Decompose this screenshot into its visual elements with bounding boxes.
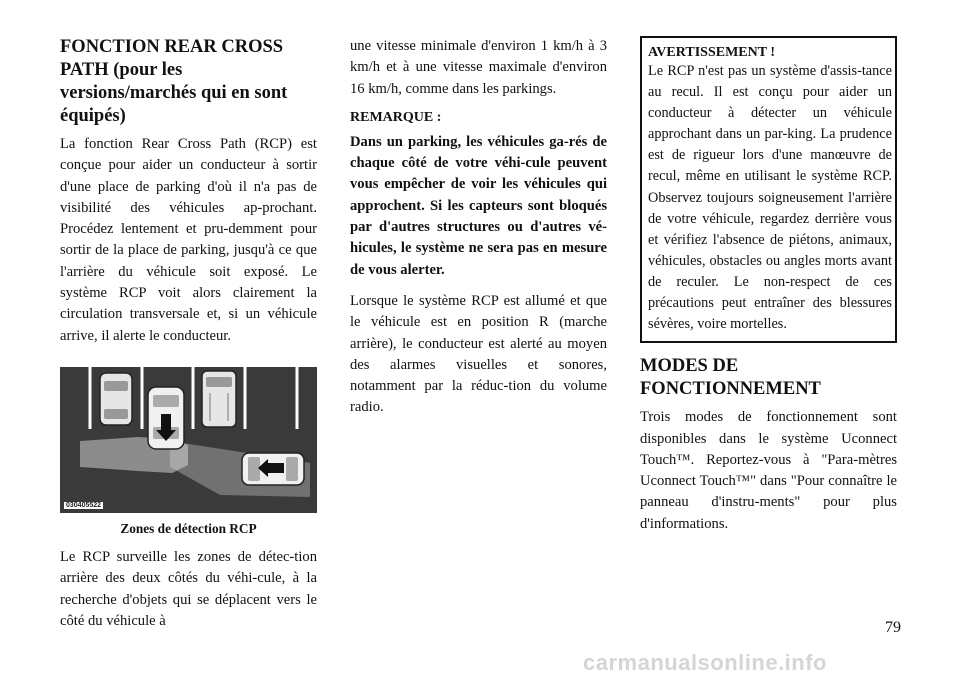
rcp-intro-paragraph: La fonction Rear Cross Path (RCP) est conçue pour aider un conducteur à sortir d'une place de parking d'où il n'a pas de visibilité des véhicules ap-prochant. Procédez lentement et pru-demment pour sortir de la place de parking, jusqu'à ce que l'arrière du véhicule soit exposé. Le système RCP voit alors clairement la circulation transversale et, si un véhicule arrive, il alerte le conducteur. [60,136,317,344]
approaching-car [242,453,304,485]
alert-paragraph: Lorsque le système RCP est allumé et que le véhicule est en position R (marche arrière), le conducteur est alerté au moyen des alarmes visuelles et sonores, notamment par la réduc-tion du volume radio. [350,292,607,416]
column-right [640,36,897,535]
reversing-car [148,387,184,449]
rcp-monitor-paragraph: Le RCP surveille les zones de détec-tion arrière des deux côtés du véhi-cule, à la recherche d'objets qui se déplacent vers le côté du véhicule à [60,548,317,629]
figure-caption: Zones de détection RCP [120,520,257,536]
rcp-detection-figure [60,367,317,513]
figure-code: 030405522 [66,501,102,509]
column-middle [350,36,607,419]
column-left [60,36,317,632]
watermark: carmanualsonline.info [583,650,827,675]
parked-car-right [202,371,236,427]
page-number: 79 [885,619,901,636]
parking-diagram [60,367,317,513]
modes-paragraph: Trois modes de fonctionnement sont disponibles dans le système Uconnect Touch™. Reportez-vous à "Para-mètres Uconnect Touch™" dans "Pour connaître le panneau d'instru-ments" pour plus d'informations. [640,409,897,532]
parked-car-left [100,373,132,425]
note-label: REMARQUE : [350,109,442,125]
warning-box [640,36,897,343]
speed-paragraph: une vitesse minimale d'environ 1 km/h à 3 km/h et à une vitesse maximale d'environ 16 km/h, comme dans les parkings. [350,38,607,97]
rcp-heading: FONCTION REAR CROSS PATH (pour les versions/marchés qui en sont équipés) [60,37,288,126]
modes-heading: MODES DE FONCTIONNEMENT [640,356,821,400]
note-body: Dans un parking, les véhicules ga-rés de chaque côté de votre véhi-cule peuvent vous empêcher de voir les véhicules qui approchent. Si les capteurs sont bloqués par d'autres structures ou d'autres vé-hicules, le système ne sera pas en mesure de vous alerter. [350,133,607,278]
warning-title: AVERTISSEMENT ! [648,45,775,60]
warning-body: Le RCP n'est pas un système d'assis-tance au recul. Il est conçu pour aider un conducteur à détecter un véhicule approchant dans un par-king. La prudence est de rigueur lors d'une manœuvre de recul, même en utilisant le système RCP. Observez toujours soigneusement l'arrière de votre véhicule, regardez derrière vous et vérifiez l'absence de piétons, animaux, véhicules, obstacles ou angles morts avant de reculer. Le non-respect de ces précautions peut entraîner des blessures sévères, voire mortelles. [648,63,892,333]
